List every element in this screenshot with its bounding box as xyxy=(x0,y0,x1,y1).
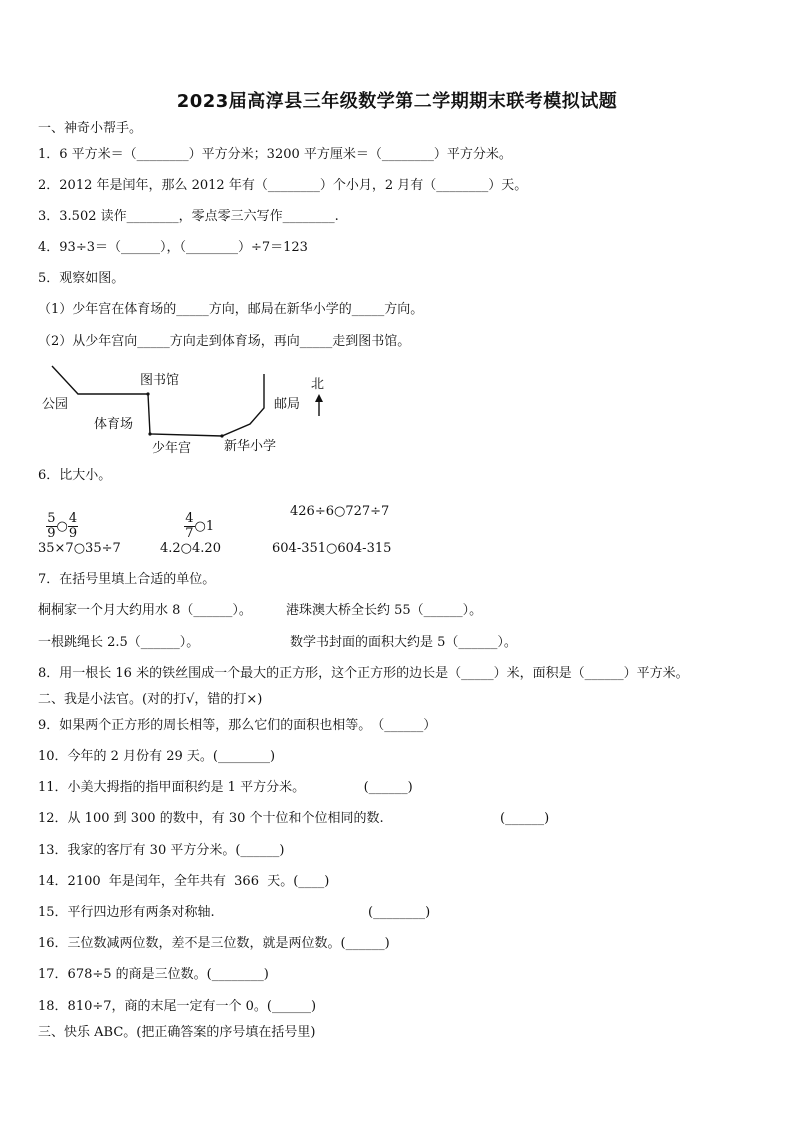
page-title: 2023届高淳县三年级数学第二学期期末联考模拟试题 xyxy=(176,91,618,112)
question-5-part-2: （2）从少年宫向_____方向走到体育场，再向_____走到图书馆。 xyxy=(38,334,411,349)
question-5: 5．观察如图。 xyxy=(38,271,125,286)
compare-item-3: 426÷6○727÷7 xyxy=(290,504,390,519)
map-label-post-office: 邮局 xyxy=(274,397,301,412)
compare-item-6: 604-351○604-315 xyxy=(272,541,392,556)
question-13: 13．我家的客厅有 30 平方分米。(______) xyxy=(38,843,285,858)
question-5-part-1: （1）少年宫在体育场的_____方向，邮局在新华小学的_____方向。 xyxy=(38,302,424,317)
question-6: 6．比大小。 xyxy=(38,468,112,483)
question-8: 8．用一根长 16 米的铁丝围成一个最大的正方形，这个正方形的边长是（_____）米，面积是（______）平方米。 xyxy=(38,666,689,681)
question-7: 7．在括号里填上合适的单位。 xyxy=(38,572,216,587)
question-7-d: 数学书封面的面积大约是 5（______）。 xyxy=(290,635,517,650)
map-label-youth-palace: 少年宫 xyxy=(152,441,192,456)
fraction-4-9: $\frac{4}{9}$ xyxy=(68,511,78,541)
map-label-park: 公园 xyxy=(42,397,69,412)
map-label-stadium: 体育场 xyxy=(94,417,134,432)
question-12-answer-blank: (______) xyxy=(500,811,550,826)
question-7-c: 一根跳绳长 2.5（______）。 xyxy=(38,635,200,650)
compare-item-2: $\frac{4}{7}$ ○1 xyxy=(185,511,215,541)
question-11: 11．小美大拇指的指甲面积约是 1 平方分米。 (______) xyxy=(38,780,413,795)
fraction-4-7: $\frac{4}{7}$ xyxy=(185,511,194,541)
question-1: 1．6 平方米＝（________）平方分米；3200 平方厘米＝（________）平方分米。 xyxy=(38,147,512,162)
compare-item-5: 4.2○4.20 xyxy=(160,541,221,556)
question-7-b: 港珠澳大桥全长约 55（______）。 xyxy=(286,603,483,618)
section-2-heading: 二、我是小法官。(对的打√，错的打×) xyxy=(38,692,263,707)
north-arrow-icon xyxy=(315,394,323,416)
question-14: 14．2100 年是闰年，全年共有 366 天。(____) xyxy=(38,874,330,889)
question-16: 16．三位数减两位数，差不是三位数，就是两位数。(______) xyxy=(38,936,390,951)
section-3-heading: 三、快乐 ABC。(把正确答案的序号填在括号里) xyxy=(38,1025,316,1040)
map-label-xinhua-school: 新华小学 xyxy=(224,439,277,454)
section-1-heading: 一、神奇小帮手。 xyxy=(38,121,143,136)
fraction-5-9: $\frac{5}{9}$ xyxy=(47,511,56,541)
route-map xyxy=(38,362,358,458)
compare-item-1: $\frac{5}{9}$ ○ $\frac{4}{9}$ xyxy=(47,511,78,541)
question-10: 10．今年的 2 月份有 29 天。(________) xyxy=(38,749,276,764)
question-12: 12．从 100 到 300 的数中，有 30 个十位和个位相同的数. xyxy=(38,811,384,826)
question-9: 9．如果两个正方形的周长相等，那么它们的面积也相等。 （______） xyxy=(38,718,437,733)
map-label-north: 北 xyxy=(311,377,325,392)
question-17: 17．678÷5 的商是三位数。(________) xyxy=(38,967,269,982)
question-15-answer-blank: (________) xyxy=(368,905,431,920)
question-7-a: 桐桐家一个月大约用水 8（______）。 xyxy=(38,603,252,618)
map-label-library: 图书馆 xyxy=(140,373,180,388)
question-18: 18．810÷7，商的末尾一定有一个 0。(______) xyxy=(38,999,317,1014)
question-15: 15．平行四边形有两条对称轴. xyxy=(38,905,215,920)
question-3: 3．3.502 读作________，零点零三六写作________. xyxy=(38,209,339,224)
compare-item-4: 35×7○35÷7 xyxy=(38,541,121,556)
question-4: 4．93÷3＝（______），（________）÷7＝123 xyxy=(38,240,308,255)
question-2: 2．2012 年是闰年，那么 2012 年有（________）个小月，2 月有（________）天。 xyxy=(38,178,528,193)
